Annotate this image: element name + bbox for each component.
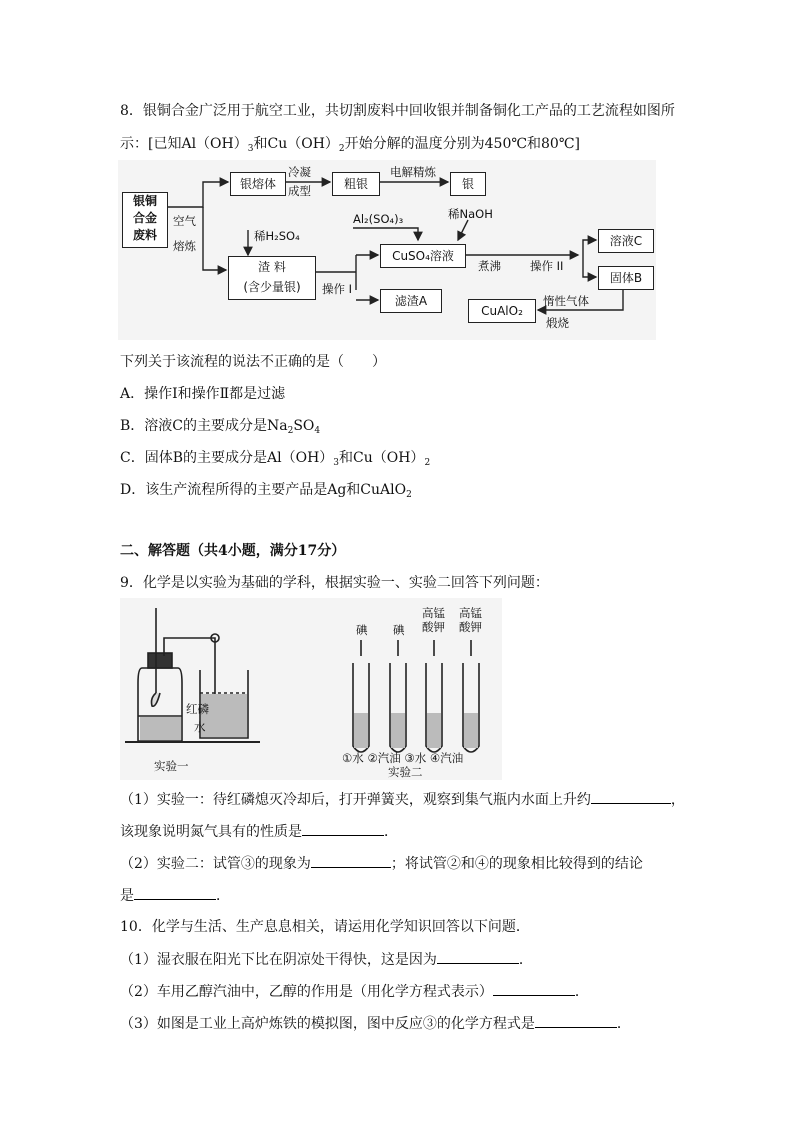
flow-slag-box: 渣 料 (含少量银) xyxy=(228,256,316,300)
flow-inert-label: 惰性气体 xyxy=(543,294,589,308)
q9-part2-line2: 是 ． xyxy=(120,885,230,906)
flow-start-box: 银铜 合金 废料 xyxy=(122,192,168,248)
flow-naoh-label: 稀NaOH xyxy=(448,207,493,221)
flow-air-label: 空气 xyxy=(173,214,196,228)
q10-intro: 10．化学与生活、生产息息相关，请运用化学知识回答以下问题． xyxy=(120,919,530,935)
tube-number-labels: ①水 ②汽油 ③水 ④汽油 xyxy=(342,751,464,765)
q8-option-d: D．该生产流程所得的主要产品是Ag和CuAlO$_2$ xyxy=(120,482,412,500)
q8-flow-diagram xyxy=(118,160,656,340)
q9-part2-line1: （2）实验二：试管③的现象为 ；将试管②和④的现象相比较得到的结论 xyxy=(120,853,643,874)
answer-blank[interactable] xyxy=(493,981,575,996)
label-water: 水 xyxy=(194,720,206,734)
flow-electro-label: 电解精炼 xyxy=(390,165,436,179)
tube4-top-label: 高锰 酸钾 xyxy=(459,606,482,634)
tube1-top-label: 碘 xyxy=(356,623,368,637)
tube2-top-label: 碘 xyxy=(393,623,405,637)
q9-part1-line2: 该现象说明氮气具有的性质是 ． xyxy=(120,821,398,842)
q9-part1-line1: （1）实验一：待红磷熄灭冷却后，打开弹簧夹，观察到集气瓶内水面上升约 ， xyxy=(120,789,685,810)
flow-al-salt-label: Al₂(SO₄)₃ xyxy=(353,212,404,226)
q8-intro-line1: 8．银铜合金广泛用于航空工业，共切割废料中回收银并制备铜化工产品的工艺流程如图所 xyxy=(120,103,675,119)
q10-part3: （3）如图是工业上高炉炼铁的模拟图，图中反应③的化学方程式是 ． xyxy=(120,1013,631,1034)
q8-option-c: C．固体B的主要成分是$Al(OH)_3$和$Cu(OH)_2$ xyxy=(120,450,431,468)
q8-question: 下列关于该流程的说法不正确的是（ ） xyxy=(120,354,386,370)
flow-smelt-label: 熔炼 xyxy=(173,239,196,253)
label-experiment-two: 实验二 xyxy=(388,765,423,779)
flow-silver-box: 银 xyxy=(450,172,486,196)
flow-crude-box: 粗银 xyxy=(332,172,380,196)
answer-blank[interactable] xyxy=(134,885,216,900)
answer-blank[interactable] xyxy=(311,853,391,868)
flow-residue-box: 滤渣A xyxy=(380,289,442,313)
q10-part2: （2）车用乙醇汽油中，乙醇的作用是（用化学方程式表示） ． xyxy=(120,981,589,1002)
flow-solid-b-box: 固体B xyxy=(598,266,654,290)
flow-cuso4-box: CuSO₄溶液 xyxy=(380,244,466,268)
flow-melt-box: 银熔体 xyxy=(230,172,286,196)
q8-intro-line2: 示：[已知$Al(OH)_3$和$Cu(OH)_2$开始分解的温度分别为450℃和80℃] xyxy=(120,136,580,154)
q9-experiment-figure xyxy=(120,598,502,780)
q8-option-a: A．操作Ⅰ和操作Ⅱ都是过滤 xyxy=(120,386,286,402)
flow-cond-label: 冷凝 xyxy=(288,165,311,179)
flow-acid-label: 稀H₂SO₄ xyxy=(254,229,300,243)
flow-mold-label: 成型 xyxy=(288,184,311,198)
flow-op2-label: 操作 II xyxy=(530,259,564,273)
answer-blank[interactable] xyxy=(591,789,671,804)
flow-solution-c-box: 溶液C xyxy=(598,229,654,253)
answer-blank[interactable] xyxy=(535,1013,617,1028)
label-experiment-one: 实验一 xyxy=(154,759,189,773)
q10-part1: （1）湿衣服在阳光下比在阴凉处干得快，这是因为 ． xyxy=(120,949,533,970)
answer-blank[interactable] xyxy=(437,949,519,964)
flow-calcine-label: 煅烧 xyxy=(546,316,569,330)
q8-option-b: B．溶液C的主要成分是$Na_2SO_4$ xyxy=(120,418,321,436)
q9-intro: 9．化学是以实验为基础的学科，根据实验一、实验二回答下列问题： xyxy=(120,575,549,591)
tube3-top-label: 高锰 酸钾 xyxy=(422,606,445,634)
flow-boil-label: 煮沸 xyxy=(478,259,501,273)
label-red-phosphorus: 红磷 xyxy=(186,702,209,716)
answer-blank[interactable] xyxy=(302,821,384,836)
flow-product-box: CuAlO₂ xyxy=(468,299,536,323)
section-heading: 二、解答题（共4小题，满分17分） xyxy=(120,543,346,559)
flow-op1-label: 操作 I xyxy=(322,282,353,296)
